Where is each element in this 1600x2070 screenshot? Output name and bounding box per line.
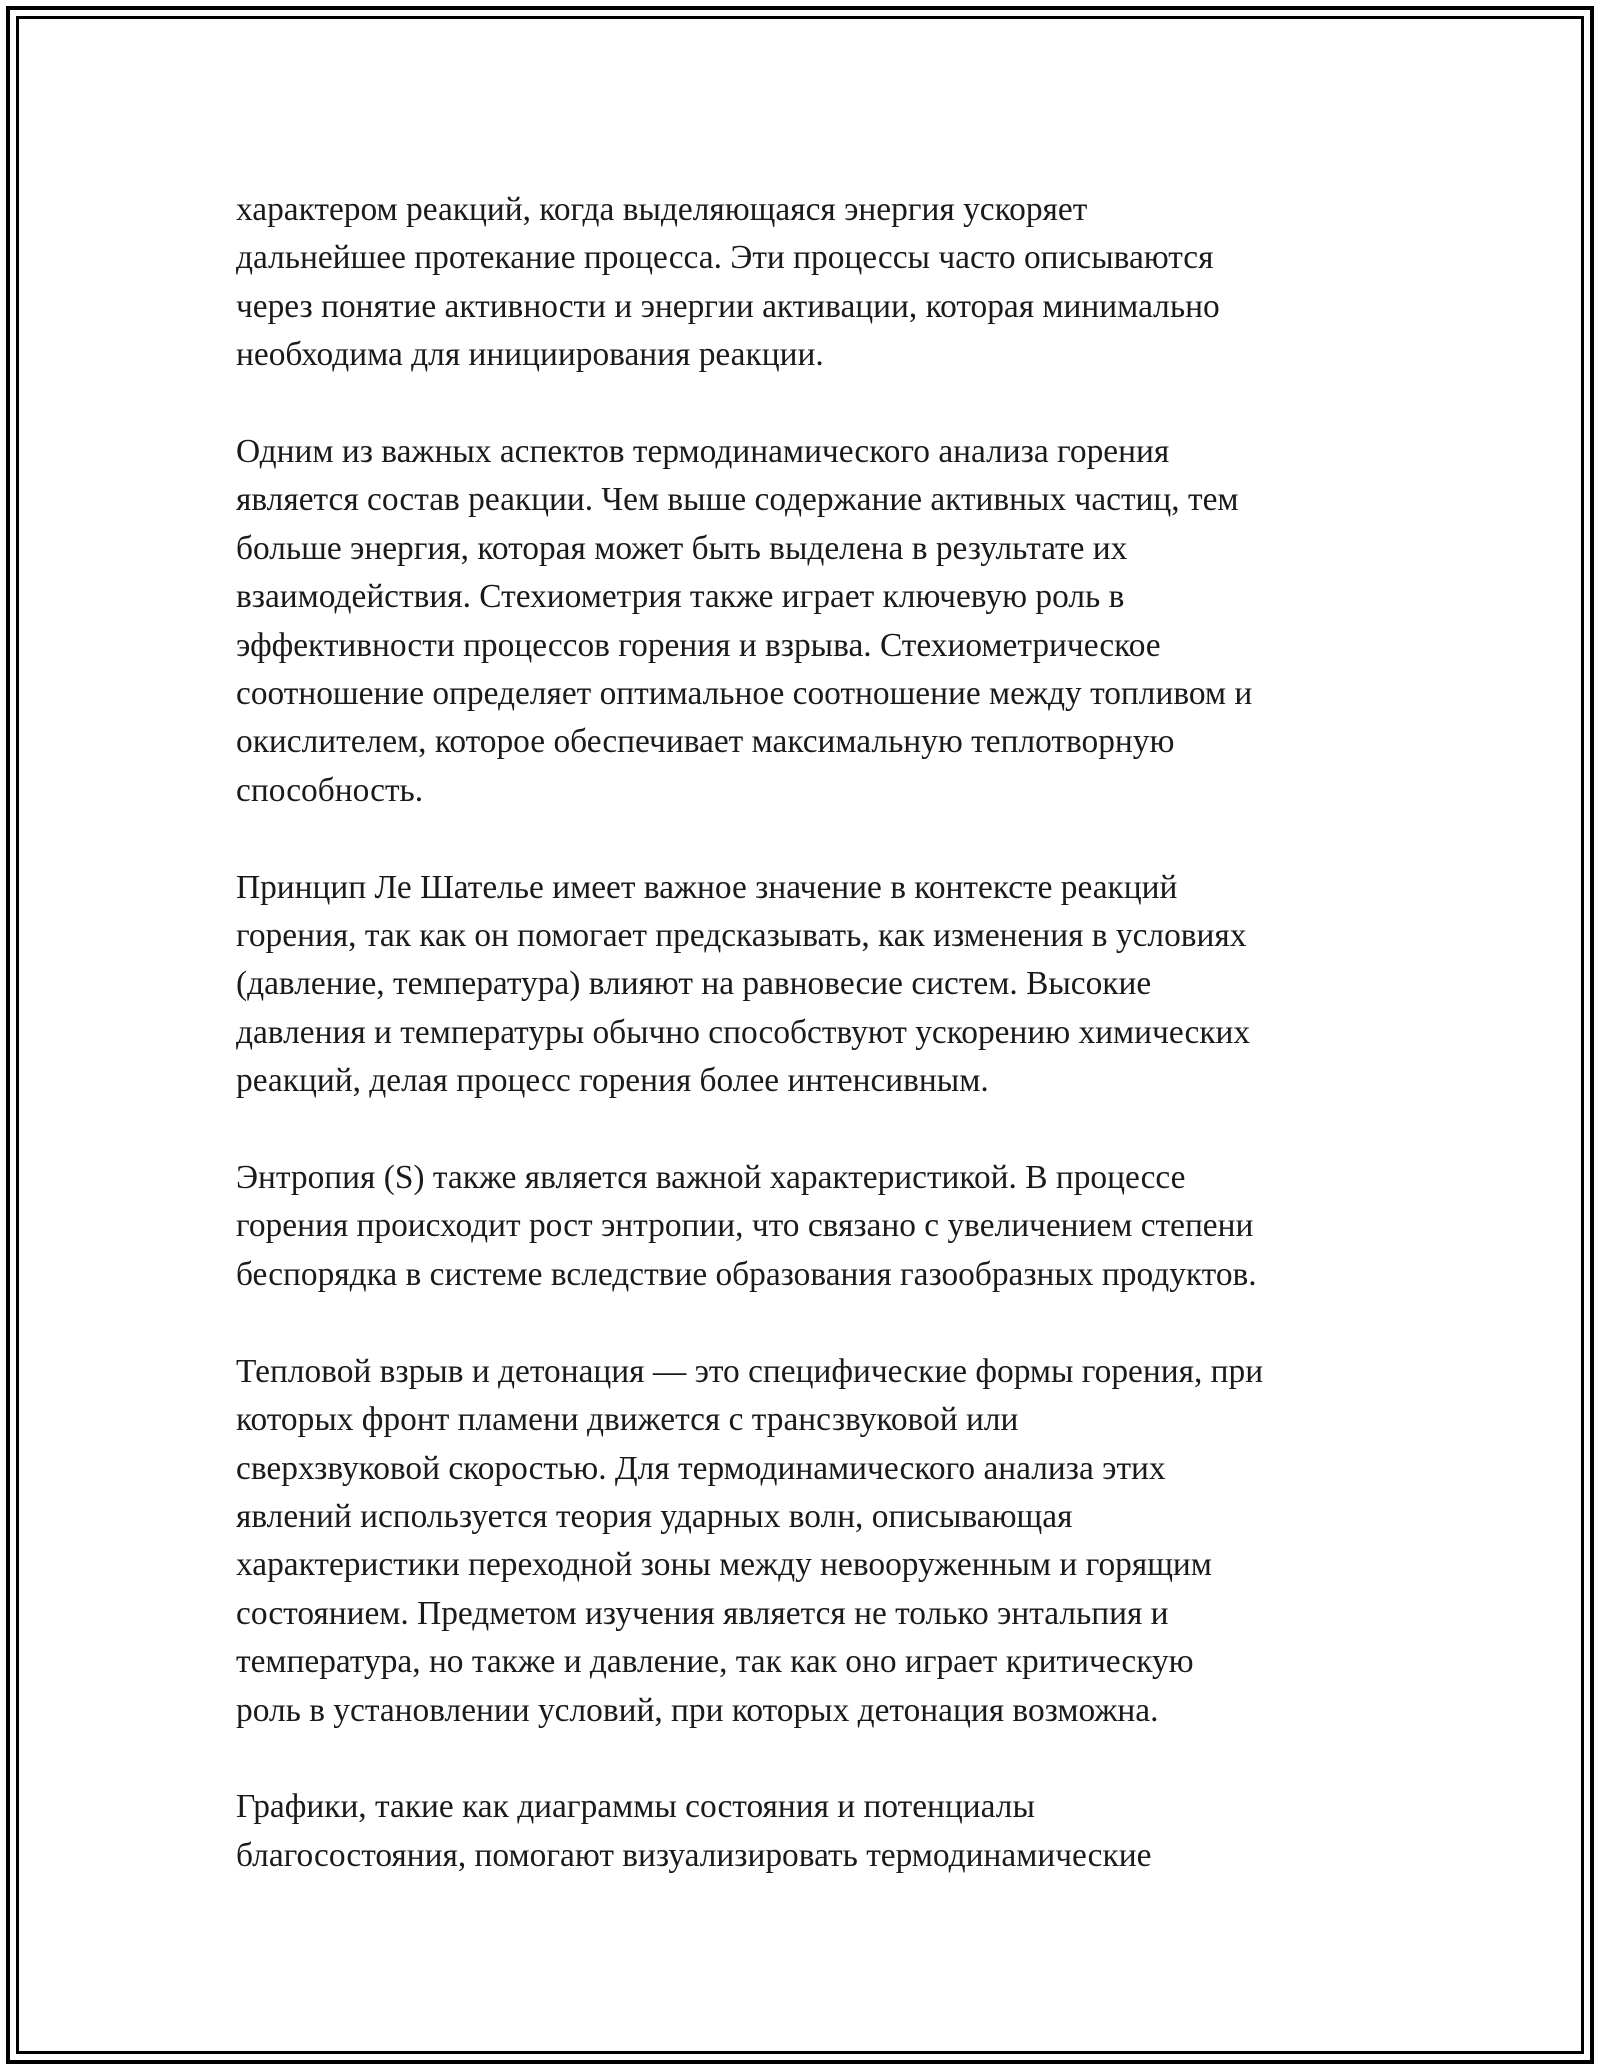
text-line: окислителем, которое обеспечивает максимальную теплотворную — [236, 723, 1175, 761]
text-line: реакций, делая процесс горения более интенсивным. — [236, 1062, 989, 1100]
text-line: соотношение определяет оптимальное соотношение между топливом и — [236, 675, 1253, 713]
text-line: характером реакций, когда выделяющаяся энергия ускоряет — [236, 191, 1088, 228]
text-line: состоянием. Предметом изучения является не только энтальпия и — [236, 1594, 1169, 1632]
text-line: давления и температуры обычно способствуют ускорению химических — [236, 1013, 1251, 1051]
text-line: необходима для инициирования реакции. — [236, 336, 824, 374]
text-line: способность. — [236, 771, 424, 809]
text-line: больше энергия, которая может быть выделена в результате их — [236, 529, 1128, 567]
text-line: благосостояния, помогают визуализировать термодинамические — [236, 1836, 1152, 1874]
text-line: горения, так как он помогает предсказывать, как изменения в условиях — [236, 917, 1247, 955]
text-line: роль в установлении условий, при которых детонация возможна. — [236, 1691, 1159, 1729]
text-line: взаимодействия. Стехиометрия также играет ключевую роль в — [236, 578, 1125, 616]
paragraph-6 — [236, 1783, 1436, 1880]
paragraph-3 — [236, 864, 1436, 1106]
text-line: эффективности процессов горения и взрыва. Стехиометрическое — [236, 626, 1161, 664]
text-line: Принцип Ле Шателье имеет важное значение в контексте реакций — [236, 868, 1178, 906]
text-line: через понятие активности и энергии активации, которая минимально — [236, 287, 1220, 325]
text-line: характеристики переходной зоны между невооруженным и горящим — [236, 1546, 1212, 1584]
paragraph-1 — [236, 186, 1436, 380]
paragraph-5 — [236, 1348, 1436, 1735]
text-line: горения происходит рост энтропии, что связано с увеличением степени — [236, 1207, 1254, 1245]
text-line: явлений используется теория ударных волн, описывающая — [236, 1497, 1073, 1535]
document-body — [236, 186, 1436, 1929]
text-line: Графики, такие как диаграммы состояния и потенциалы — [236, 1788, 1035, 1826]
text-line: является состав реакции. Чем выше содержание активных частиц, тем — [236, 481, 1239, 519]
paragraph-2 — [236, 428, 1436, 815]
text-line: температура, но также и давление, так как оно играет критическую — [236, 1643, 1194, 1681]
text-line: которых фронт пламени движется с трансзвуковой или — [236, 1401, 1019, 1439]
text-line: Энтропия (S) также является важной характеристикой. В процессе — [236, 1159, 1186, 1197]
text-line: сверхзвуковой скоростью. Для термодинамического анализа этих — [236, 1449, 1166, 1487]
text-line: беспорядка в системе вследствие образования газообразных продуктов. — [236, 1255, 1257, 1293]
text-line: Одним из важных аспектов термодинамического анализа горения — [236, 433, 1170, 471]
text-line: Тепловой взрыв и детонация — это специфические формы горения, при — [236, 1352, 1264, 1390]
paragraph-4 — [236, 1154, 1436, 1299]
text-line: дальнейшее протекание процесса. Эти процессы часто описываются — [236, 239, 1214, 277]
text-line: (давление, температура) влияют на равновесие систем. Высокие — [236, 965, 1152, 1003]
